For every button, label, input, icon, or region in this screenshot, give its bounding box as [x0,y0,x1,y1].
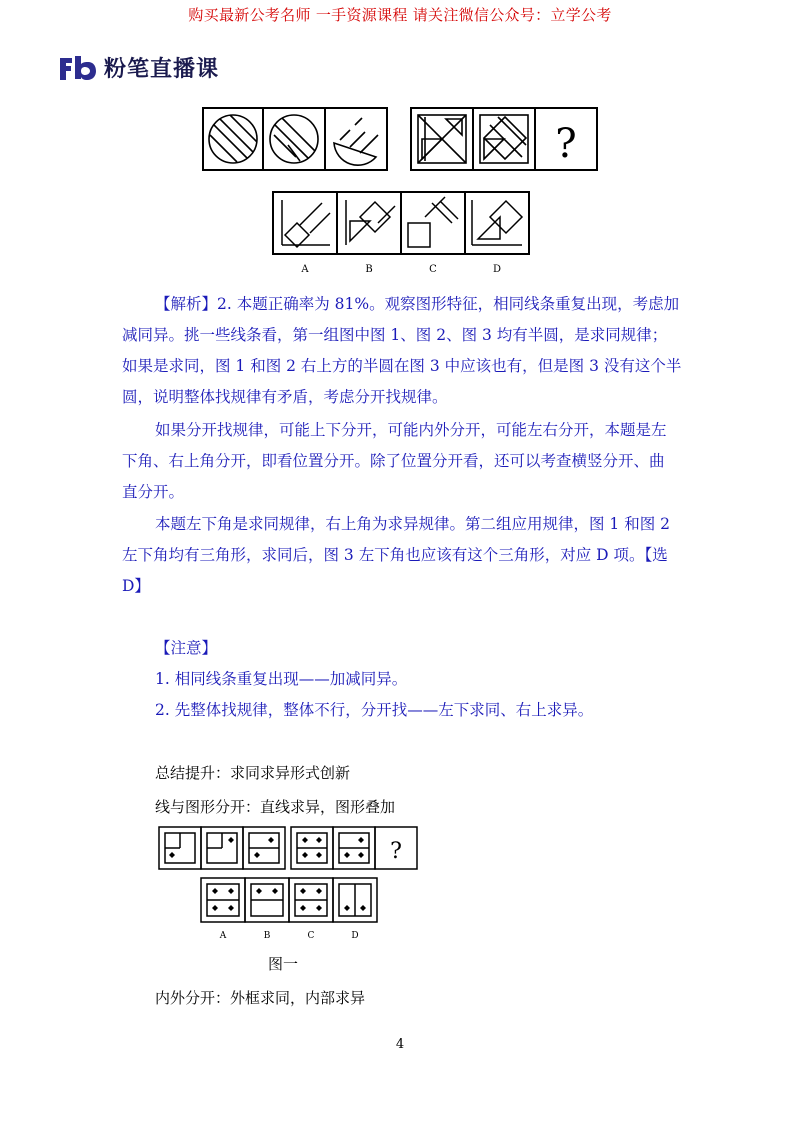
puzzle2-label-b: B [263,931,271,941]
note-title: 【注意】 [155,639,218,657]
puzzle1-cell-3 [325,108,387,170]
analysis-line: 减同异。挑一些线条看，第一组图中图 1、图 2、图 3 均有半圆，是求同规律； [122,326,668,344]
analysis-line: 直分开。 [122,483,185,501]
analysis-line: D】 [122,577,150,595]
brand-logo [58,52,219,83]
analysis-line: 【解析】2. 本题正确率为 81%。观察图形特征，相同线条重复出现，考虑加 [155,295,680,313]
circle-pattern-2 [270,115,318,163]
analysis-line: 下角、右上角分开，即看位置分开。除了位置分开看，还可以考查横竖分开、曲 [122,452,665,470]
analysis-paragraph-1-cont [122,320,681,413]
summary-line-1: 总结提升：求同求异形式创新 [155,764,351,782]
puzzle1-cell-2 [263,108,325,170]
analysis-paragraph-3 [155,509,670,540]
analysis-line: 如果分开找规律，可能上下分开，可能内外分开，可能左右分开，本题是左 [155,421,667,439]
note-section [155,633,593,726]
puzzle-figure-2 [157,825,422,945]
square-pattern-4 [418,115,466,163]
fb-logo-icon [58,54,98,82]
square-pattern-5 [480,115,528,163]
analysis-paragraph-2-cont [122,446,665,508]
analysis-line: 左下角均有三角形，求同后，图 3 左下角也应该有这个三角形，对应 D 项。【选 [122,546,668,564]
summary-line-2: 线与图形分开：直线求异，图形叠加 [155,798,396,816]
analysis-line: 如果是求同，图 1 和图 2 右上方的半圆在图 3 中应该也有，但是图 3 没有这个半 [122,357,682,375]
puzzle2-question-mark: ? [390,839,402,864]
semicircle-pattern-3 [334,118,378,165]
analysis-paragraph-2 [155,415,667,446]
logo-text: 粉笔直播课 [104,57,220,82]
analysis-paragraph-3-cont [122,540,668,602]
puzzle2-label-c: C [307,931,315,941]
note-item: 1. 相同线条重复出现——加减同异。 [155,670,408,688]
note-item: 2. 先整体找规律，整体不行，分开找——左下求同、右上求异。 [155,701,594,719]
analysis-line: 本题左下角是求同规律，右上角为求异规律。第二组应用规律，图 1 和图 2 [155,515,671,533]
puzzle1-label-a: A [301,264,309,275]
puzzle2-label-d: D [351,931,359,941]
page-number: 4 [395,1037,405,1052]
puzzle2-label-a: A [219,931,227,941]
analysis-paragraph-1 [155,289,679,320]
figure-caption: 图一 [268,955,299,973]
puzzle1-label-c: C [429,264,437,275]
summary-line-3: 内外分开：外框求同，内部求异 [155,989,366,1007]
puzzle1-label-b: B [365,264,373,275]
puzzle-figure-1 [200,105,600,277]
puzzle1-label-d: D [492,264,502,275]
puzzle1-question-mark: ? [555,121,577,167]
analysis-line: 圆，说明整体找规律有矛盾，考虑分开找规律。 [122,388,448,406]
circle-pattern-1 [209,115,257,163]
top-banner: 购买最新公考名师 一手资源课程 请关注微信公众号：立学公考 [188,6,612,24]
